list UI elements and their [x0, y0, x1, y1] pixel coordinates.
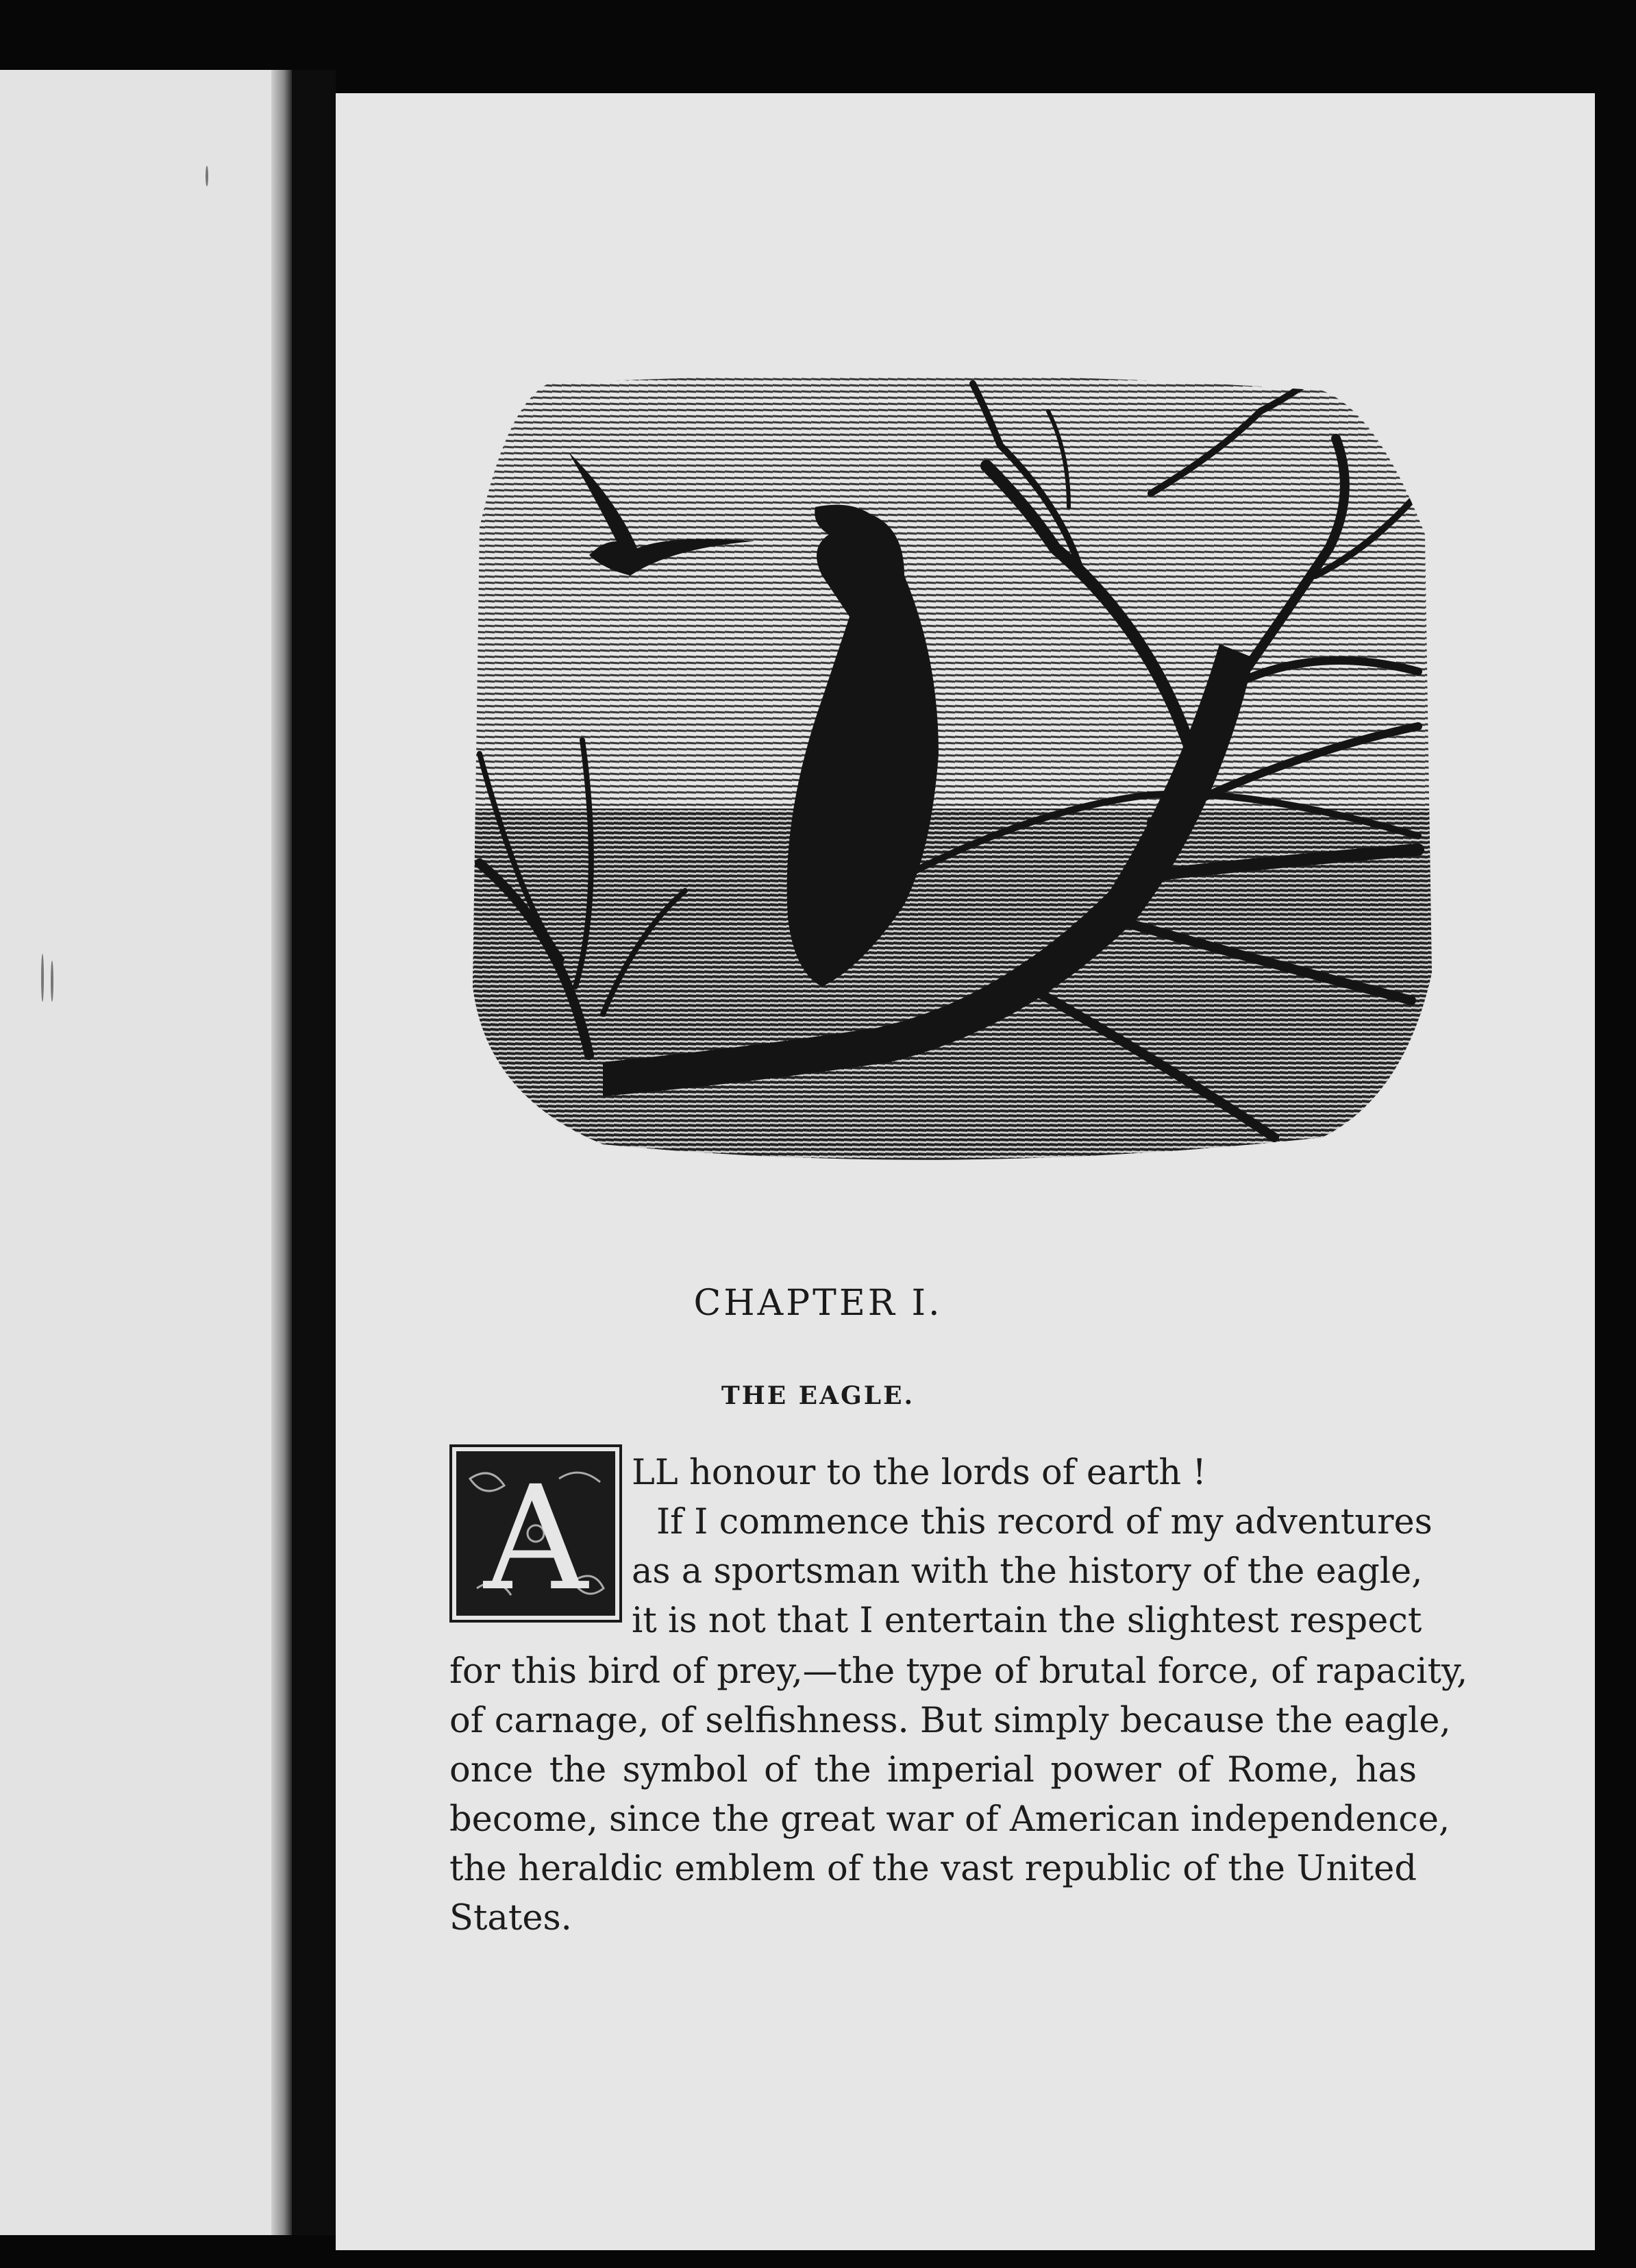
chapter-title: CHAPTER I. [693, 1283, 943, 1324]
body-line-2: If I commence this record of my adventures [656, 1502, 1433, 1542]
page-blemish [41, 954, 44, 1002]
body-line-1: LL honour to the lords of earth ! [632, 1453, 1206, 1493]
facing-page-edge [271, 70, 292, 2235]
body-line-5: for this bird of prey,—the type of brutal force, of rapacity, [449, 1651, 1468, 1692]
chapter-subtitle: THE EAGLE. [721, 1381, 915, 1410]
body-line-8: become, since the great war of American independence, [449, 1799, 1450, 1840]
body-line-3: as a sportsman with the history of the eagle, [632, 1551, 1423, 1592]
body-line-6: of carnage, of selfishness. But simply because the eagle, [449, 1701, 1451, 1741]
facing-page [0, 70, 288, 2235]
eagle-engraving [466, 370, 1432, 1172]
body-line-9: the heraldic emblem of the vast republic of the United [449, 1849, 1417, 1889]
book-gutter [292, 70, 336, 2235]
drop-cap [452, 1447, 619, 1620]
body-line-7: once the symbol of the imperial power of Rome, has [449, 1750, 1417, 1790]
eagle-illustration [466, 370, 1432, 1172]
page-blemish [206, 166, 208, 186]
drop-cap-letter: A [484, 1455, 588, 1616]
page-blemish [51, 961, 53, 1002]
ornamental-initial [456, 1451, 615, 1616]
body-line-10: States. [449, 1898, 572, 1938]
body-line-4: it is not that I entertain the slightest respect [632, 1601, 1422, 1641]
